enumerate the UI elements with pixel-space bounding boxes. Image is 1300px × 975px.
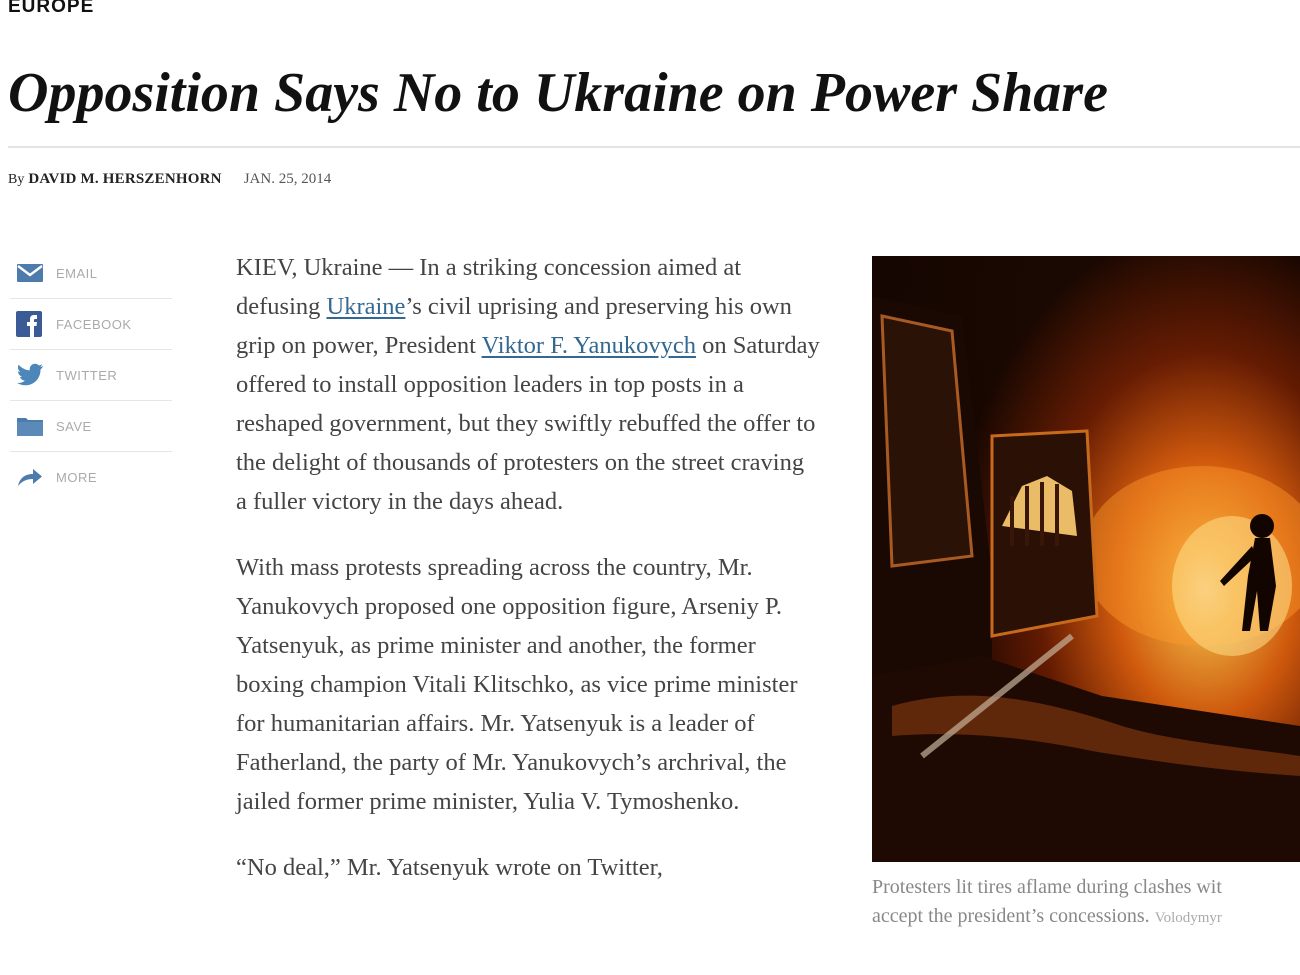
article-paragraph-3: “No deal,” Mr. Yatsenyuk wrote on Twitter, xyxy=(236,854,663,881)
share-save-label: SAVE xyxy=(56,418,92,434)
paragraph-text: ’s civil uprising and preserving his own grip on power, President xyxy=(236,293,792,359)
share-more-label: MORE xyxy=(56,469,97,485)
paragraph-text: on Saturday offered to install opposition leaders in top posts in a reshaped government, but they swiftly rebuffed the offer to the delight of thousands of protesters on the street craving a fuller victory in the days ahead. xyxy=(236,332,820,515)
article-paragraph-2: With mass protests spreading across the country, Mr. Yanukovych proposed one opposition figure, Arseniy P. Yatsenyuk, as prime minister and another, the former boxing champion Vitali Klitschko, as vice prime minister for humanitarian affairs. Mr. Yatsenyuk is a leader of Fatherland, the party of Mr. Yanukovych’s archrival, the jailed former prime minister, Yulia V. Tymoshenko. xyxy=(236,554,798,815)
byline-date: JAN. 25, 2014 xyxy=(243,171,332,187)
share-facebook-button[interactable] xyxy=(10,299,172,350)
share-more-button[interactable] xyxy=(10,452,172,502)
byline xyxy=(8,170,331,188)
byline-author[interactable]: DAVID M. HERSZENHORN xyxy=(28,171,222,187)
facebook-icon xyxy=(10,309,50,339)
mail-icon xyxy=(10,258,50,288)
photo-caption xyxy=(872,873,1300,933)
ukraine-topic-link[interactable]: Ukraine xyxy=(326,293,406,320)
share-facebook-label: FACEBOOK xyxy=(56,316,132,332)
yanukovych-topic-link[interactable]: Viktor F. Yanukovych xyxy=(481,332,696,359)
share-arrow-icon xyxy=(10,462,50,492)
article-photo[interactable] xyxy=(872,256,1300,862)
caption-line-1: Protesters lit tires aflame during clashes wit xyxy=(872,876,1222,898)
caption-text: accept the president’s concessions. xyxy=(872,905,1150,927)
share-twitter-button[interactable] xyxy=(10,350,172,401)
article-headline: Opposition Says No to Ukraine on Power Share xyxy=(8,62,1108,124)
share-tools xyxy=(10,248,172,502)
headline-divider xyxy=(8,146,1300,148)
share-email-button[interactable] xyxy=(10,248,172,299)
paragraph-text: KIEV, Ukraine — In a striking concession aimed at defusing xyxy=(236,254,742,320)
share-email-label: EMAIL xyxy=(56,265,98,281)
byline-prefix: By xyxy=(8,172,25,187)
article-body xyxy=(236,248,821,914)
caption-line-2 xyxy=(872,902,1300,933)
section-label[interactable]: EUROPE xyxy=(8,0,95,17)
share-twitter-label: TWITTER xyxy=(56,367,118,383)
share-save-button[interactable] xyxy=(10,401,172,452)
save-folder-icon xyxy=(10,411,50,441)
photo-credit: Volodymyr xyxy=(1154,910,1222,926)
twitter-icon xyxy=(10,360,50,390)
fire-scene-image xyxy=(872,256,1300,862)
article-paragraph-1 xyxy=(236,248,821,521)
